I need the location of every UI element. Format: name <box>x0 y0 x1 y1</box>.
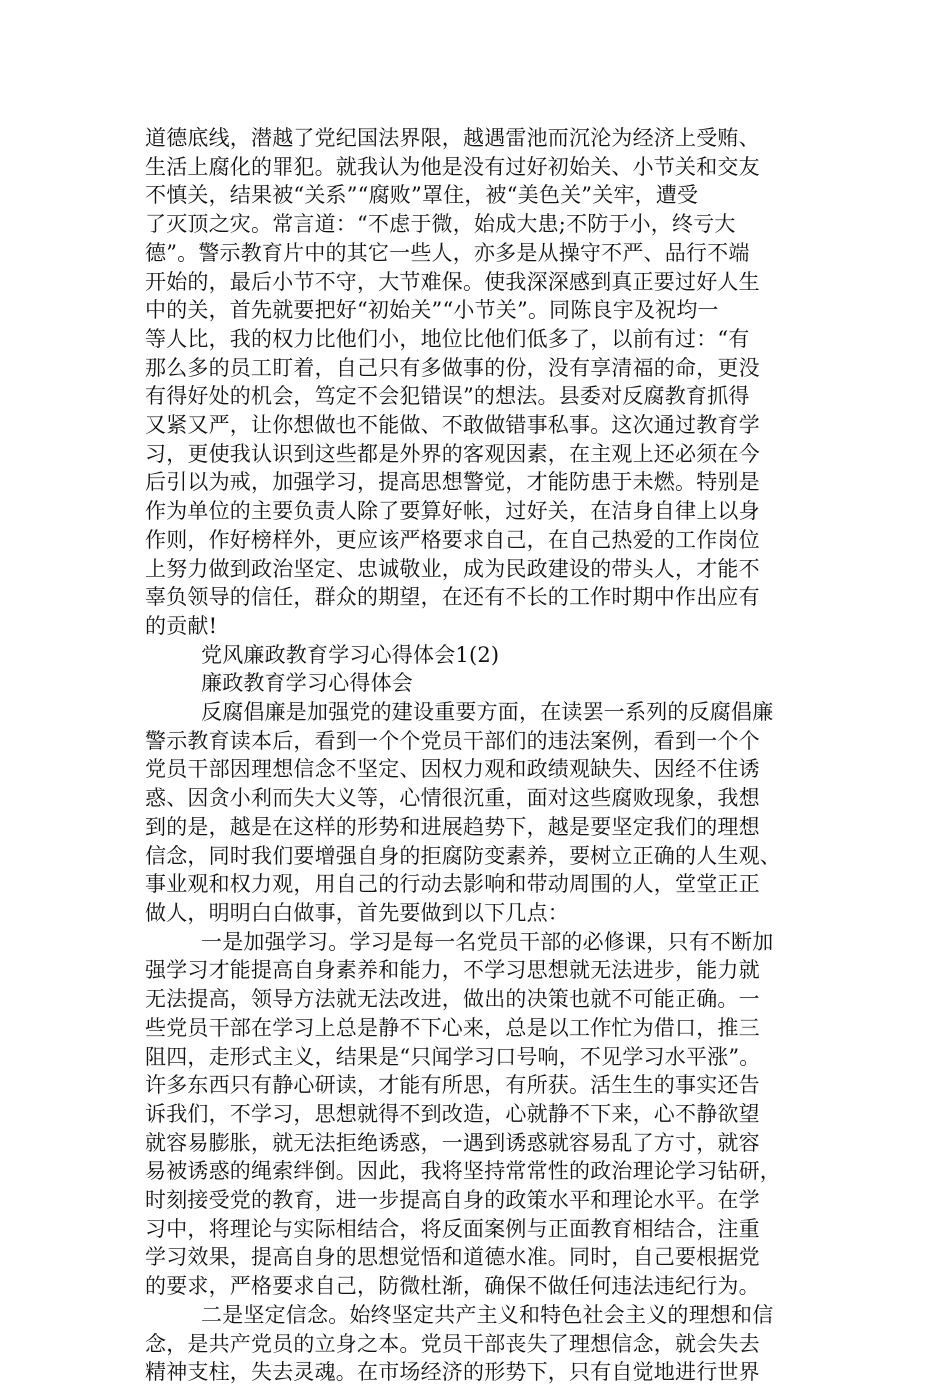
paragraph-intro: 反腐倡廉是加强党的建设重要方面，在读罢一系列的反腐倡廉 警示教育读本后，看到一个个党员干部们的违法案例，看到一个个 党员干部因理想信念不坚定、因权力观和政绩观缺失、因经不住诱 惑、因贪小利而失大义等，心情很沉重，面对这些腐败现象，我想 到的是，越是在这样的形势和进展趋势下，越是要坚定我们的理想 信念，同时我们要增强自身的拒腐防变素养，要树立正确的人生观、 事业观和权力观，用自己的行动去影响和带动周围的人，堂堂正正 做人，明明白白做事，首先要做到以下几点： <box>145 700 781 925</box>
paragraph-point-2: 二是坚定信念。始终坚定共产主义和特色社会主义的理想和信 念，是共产党员的立身之本。党员干部丧失了理想信念，就会失去 精神支柱，失去灵魂。在市场经济的形势下，只有自觉地进行世界 <box>145 1302 774 1385</box>
paragraph-1: 道德底线，潜越了党纪国法界限，越遇雷池而沉沦为经济上受贿、 生活上腐化的罪犯。就我认为他是没有过好初始关、小节关和交友 不慎关，结果被“关系”“腐败”罩住，被“美色关”关牢，遭受 了灭顶之灾。常言道：“不虑于微，始成大患;不防于小，终亏大 德”。警示教育片中的其它一些人，亦多是从操守不严、品行不端 开始的，最后小节不守，大节难保。使我深深感到真正要过好人生 中的关，首先就要把好“初始关”“小节关”。同陈良宇及祝均一 等人比，我的权力比他们小，地位比他们低多了，以前有过：“有 那么多的员工盯着，自己只有多做事的份，没有享清福的命，更没 有得好处的机会，笃定不会犯错误”的想法。县委对反腐教育抓得 又紧又严，让你想做也不能做、不敢做错事私事。这次通过教育学 习，更使我认识到这些都是外界的客观因素，在主观上还必须在今 后引以为戒，加强学习，提高思想警觉，才能防患于未燃。特别是 作为单位的主要负责人除了要算好帐，过好关，在洁身自律上以身 作则，作好榜样外，更应该严格要求自己，在自己热爱的工作岗位 上努力做到政治坚定、忠诚敬业，成为民政建设的带头人，才能不 辜负领导的信任，群众的期望，在还有不长的工作时期中作出应有 的贡献! <box>145 126 760 638</box>
section-heading-1: 党风廉政教育学习心得体会1(2) <box>201 642 500 667</box>
section-heading-2: 廉政教育学习心得体会 <box>201 671 413 696</box>
document-body <box>145 124 845 1387</box>
paragraph-point-1: 一是加强学习。学习是每一名党员干部的必修课，只有不断加 强学习才能提高自身素养和能力，不学习思想就无法进步，能力就 无法提高，领导方法就无法改进，做出的决策也就不可能正确。一 些党员干部在学习上总是静不下心来，总是以工作忙为借口，推三 阻四，走形式主义，结果是“只闻学习口号响，不见学习水平涨”。 许多东西只有静心研读，才能有所思，有所获。活生生的事实还告 诉我们，不学习，思想就得不到改造，心就静不下来，心不静欲望 就容易膨胀，就无法拒绝诱惑，一遇到诱惑就容易乱了方寸，就容 易被诱惑的绳索绊倒。因此，我将坚持常常性的政治理论学习钻研， 时刻接受党的教育，进一步提高自身的政策水平和理论水平。在学 习中，将理论与实际相结合，将反面案例与正面教育相结合，注重 学习效果，提高自身的思想觉悟和道德水准。同时，自己要根据党 的要求，严格要求自己，防微杜渐，确保不做任何违法违纪行为。 <box>145 929 781 1299</box>
